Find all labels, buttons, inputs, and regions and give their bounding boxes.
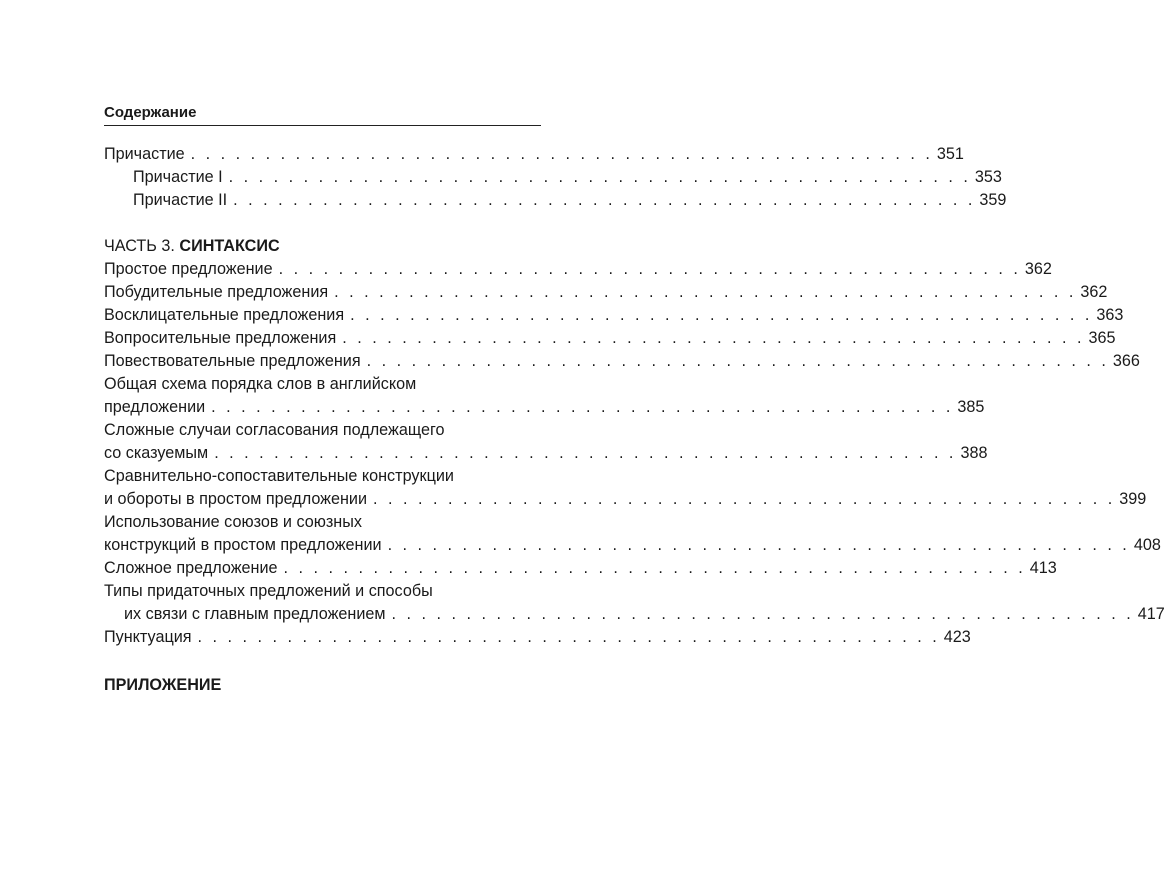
toc-entry[interactable] — [104, 465, 1147, 511]
toc-entry[interactable] — [104, 580, 1165, 626]
part-heading — [104, 235, 280, 258]
entry-title-line: Использование союзов и союзных — [104, 513, 362, 531]
entry-title: Пунктуация — [104, 628, 192, 646]
entry-title: Причастие I — [133, 168, 223, 186]
toc-entry[interactable] — [104, 373, 985, 419]
entry-page-number: 365 — [1088, 329, 1116, 347]
entry-page-number: 385 — [957, 398, 985, 416]
toc-entry[interactable] — [104, 419, 988, 465]
dot-leader: . . . . . . . . . . . . . . . . . . . . . . . . . . . . . . . . . . . . . . . . . . . . . . . . . . — [211, 398, 954, 416]
entry-page-number: 408 — [1133, 536, 1161, 554]
entry-title: Сложное предложение — [104, 559, 278, 577]
entry-title: предложении — [104, 398, 206, 416]
entry-page-number: 362 — [1080, 283, 1108, 301]
entry-title-line: Типы придаточных предложений и способы — [104, 582, 433, 600]
entry-page-number: 351 — [936, 145, 964, 163]
entry-page-number: 353 — [974, 168, 1002, 186]
toc-entry[interactable] — [104, 626, 971, 649]
toc-entry[interactable] — [104, 304, 1124, 327]
entry-title-line: Общая схема порядка слов в английском — [104, 375, 417, 393]
appendix-heading: ПРИЛОЖЕНИЕ — [104, 676, 222, 694]
toc-entry[interactable] — [133, 166, 1002, 189]
entry-title: Причастие II — [133, 191, 228, 209]
entry-page-number: 363 — [1096, 306, 1124, 324]
entry-title: со сказуемым — [104, 444, 209, 462]
dot-leader: . . . . . . . . . . . . . . . . . . . . . . . . . . . . . . . . . . . . . . . . . . . . . . . . . . — [228, 168, 971, 186]
entry-page-number: 417 — [1137, 605, 1165, 623]
dot-leader: . . . . . . . . . . . . . . . . . . . . . . . . . . . . . . . . . . . . . . . . . . . . . . . . . . — [387, 536, 1130, 554]
entry-title: их связи с главным предложением — [124, 605, 386, 623]
toc-entry[interactable] — [104, 511, 1161, 557]
toc-entry[interactable] — [104, 557, 1057, 580]
entry-page-number: 388 — [960, 444, 988, 462]
toc-entry[interactable] — [104, 258, 1052, 281]
dot-leader: . . . . . . . . . . . . . . . . . . . . . . . . . . . . . . . . . . . . . . . . . . . . . . . . . . — [334, 283, 1077, 301]
entry-page-number: 399 — [1119, 490, 1147, 508]
dot-leader: . . . . . . . . . . . . . . . . . . . . . . . . . . . . . . . . . . . . . . . . . . . . . . . . . . — [197, 628, 940, 646]
dot-leader: . . . . . . . . . . . . . . . . . . . . . . . . . . . . . . . . . . . . . . . . . . . . . . . . . . — [342, 329, 1085, 347]
toc-entry[interactable] — [104, 281, 1108, 304]
entry-title: Повествовательные предложения — [104, 352, 361, 370]
entry-page-number: 362 — [1024, 260, 1052, 278]
entry-title: конструкций в простом предложении — [104, 536, 382, 554]
entry-title-line: Сравнительно-сопоставительные конструкции — [104, 467, 454, 485]
entry-title: Восклицательные предложения — [104, 306, 345, 324]
entry-page-number: 366 — [1112, 352, 1140, 370]
page-title: Содержание — [104, 104, 541, 126]
dot-leader: . . . . . . . . . . . . . . . . . . . . . . . . . . . . . . . . . . . . . . . . . . . . . . . . . . — [366, 352, 1109, 370]
dot-leader: . . . . . . . . . . . . . . . . . . . . . . . . . . . . . . . . . . . . . . . . . . . . . . . . . . — [190, 145, 933, 163]
toc-entry[interactable] — [104, 327, 1116, 350]
entry-page-number: 423 — [943, 628, 971, 646]
part-prefix: ЧАСТЬ 3. — [104, 237, 175, 255]
dot-leader: . . . . . . . . . . . . . . . . . . . . . . . . . . . . . . . . . . . . . . . . . . . . . . . . . . — [233, 191, 976, 209]
dot-leader: . . . . . . . . . . . . . . . . . . . . . . . . . . . . . . . . . . . . . . . . . . . . . . . . . . — [278, 260, 1021, 278]
part-title: СИНТАКСИС — [179, 237, 280, 255]
toc-entry[interactable] — [133, 189, 1007, 212]
entry-page-number: 413 — [1029, 559, 1057, 577]
dot-leader: . . . . . . . . . . . . . . . . . . . . . . . . . . . . . . . . . . . . . . . . . . . . . . . . . . — [283, 559, 1026, 577]
dot-leader: . . . . . . . . . . . . . . . . . . . . . . . . . . . . . . . . . . . . . . . . . . . . . . . . . . — [373, 490, 1116, 508]
entry-title: Причастие — [104, 145, 185, 163]
dot-leader: . . . . . . . . . . . . . . . . . . . . . . . . . . . . . . . . . . . . . . . . . . . . . . . . . . — [391, 605, 1134, 623]
toc-entry[interactable] — [104, 143, 964, 166]
toc-entry[interactable] — [104, 350, 1140, 373]
entry-title: Простое предложение — [104, 260, 273, 278]
entry-title-line: Сложные случаи согласования подлежащего — [104, 421, 445, 439]
entry-title: Побудительные предложения — [104, 283, 329, 301]
entry-title: и обороты в простом предложении — [104, 490, 367, 508]
dot-leader: . . . . . . . . . . . . . . . . . . . . . . . . . . . . . . . . . . . . . . . . . . . . . . . . . . — [214, 444, 957, 462]
entry-page-number: 359 — [979, 191, 1007, 209]
entry-title: Вопросительные предложения — [104, 329, 337, 347]
dot-leader: . . . . . . . . . . . . . . . . . . . . . . . . . . . . . . . . . . . . . . . . . . . . . . . . . . — [350, 306, 1093, 324]
